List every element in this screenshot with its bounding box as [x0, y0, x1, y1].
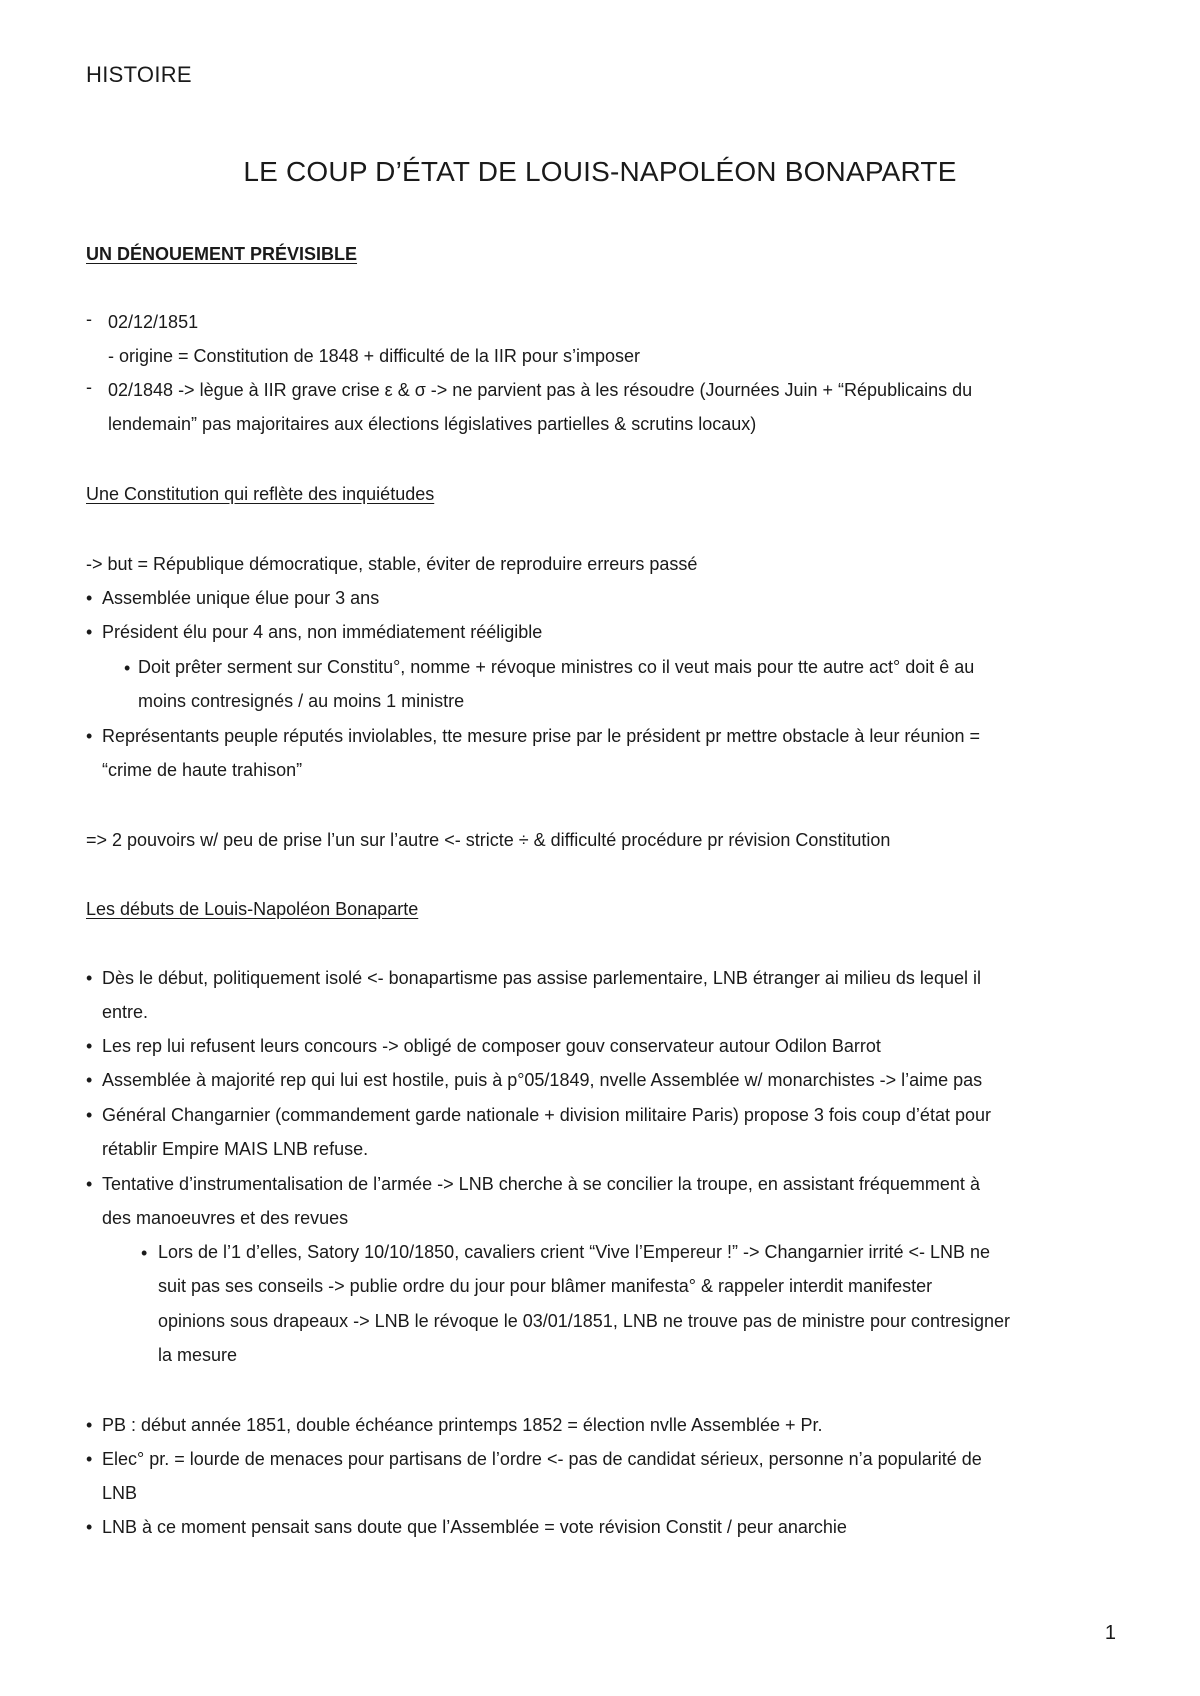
paragraph: -> but = République démocratique, stable, éviter de reproduire erreurs passé	[86, 554, 698, 574]
sub-list-item-continuation: opinions sous drapeaux -> LNB le révoque le 03/01/1851, LNB ne trouve pas de ministre pour contresigner	[158, 1311, 1011, 1331]
list-item: Les rep lui refusent leurs concours -> obligé de composer gouv conservateur autour Odilon Barrot	[102, 1036, 881, 1056]
sub-bullet: •	[124, 658, 131, 678]
list-item-continuation: “crime de haute trahison”	[102, 760, 303, 780]
dash-bullet: -	[86, 309, 92, 329]
bullet: •	[86, 1517, 93, 1537]
list-item: Assemblée unique élue pour 3 ans	[102, 588, 380, 608]
section-heading-constitution: Une Constitution qui reflète des inquiétudes	[86, 484, 435, 504]
sub-list-item-continuation: la mesure	[158, 1345, 238, 1365]
section-heading-debuts-lnb: Les débuts de Louis-Napoléon Bonaparte	[86, 899, 419, 919]
sub-list-item: Lors de l’1 d’elles, Satory 10/10/1850, cavaliers crient “Vive l’Empereur !” -> Changarnier irrité <- LNB ne	[158, 1242, 991, 1262]
bullet: •	[86, 726, 93, 746]
list-item: LNB à ce moment pensait sans doute que l’Assemblée = vote révision Constit / peur anarchie	[102, 1517, 847, 1537]
list-item: Assemblée à majorité rep qui lui est hostile, puis à p°05/1849, nvelle Assemblée w/ monarchistes -> l’aime pas	[102, 1070, 983, 1090]
list-item-continuation: LNB	[102, 1483, 138, 1503]
list-item-continuation: des manoeuvres et des revues	[102, 1208, 349, 1228]
list-item: - origine = Constitution de 1848 + difficulté de la IIR pour s’imposer	[108, 346, 640, 366]
sub-list-item: Doit prêter serment sur Constitu°, nomme + révoque ministres co il veut mais pour tte autre act° doit ê au	[138, 657, 975, 677]
sub-bullet: •	[141, 1243, 148, 1263]
bullet: •	[86, 1105, 93, 1125]
bullet: •	[86, 622, 93, 642]
bullet: •	[86, 1449, 93, 1469]
sub-list-item-continuation: suit pas ses conseils -> publie ordre du jour pour blâmer manifesta° & rappeler interdit manifester	[158, 1276, 933, 1296]
page-header: HISTOIRE	[86, 62, 192, 87]
list-item: 02/12/1851	[108, 312, 199, 332]
bullet: •	[86, 968, 93, 988]
list-item: Tentative d’instrumentalisation de l’armée -> LNB cherche à se concilier la troupe, en assistant fréquemment à	[102, 1174, 980, 1194]
list-item-continuation: entre.	[102, 1002, 149, 1022]
bullet: •	[86, 1036, 93, 1056]
bullet: •	[86, 1174, 93, 1194]
list-item: Général Changarnier (commandement garde nationale + division militaire Paris) propose 3 fois coup d’état pour	[102, 1105, 991, 1125]
list-item: Elec° pr. = lourde de menaces pour partisans de l’ordre <- pas de candidat sérieux, personne n’a popularité de	[102, 1449, 982, 1469]
bullet: •	[86, 1070, 93, 1090]
paragraph-conclusion: => 2 pouvoirs w/ peu de prise l’un sur l’autre <- stricte ÷ & difficulté procédure pr révision Constitution	[86, 830, 891, 850]
list-item: Président élu pour 4 ans, non immédiatement rééligible	[102, 622, 543, 642]
list-item-continuation: lendemain” pas majoritaires aux élections législatives partielles & scrutins locaux)	[108, 414, 757, 434]
list-item: 02/1848 -> lègue à IIR grave crise ε & σ -> ne parvient pas à les résoudre (Journées Juin + “Républicains du	[108, 380, 973, 400]
section-heading-denouement: UN DÉNOUEMENT PRÉVISIBLE	[86, 244, 358, 264]
list-item: PB : début année 1851, double échéance printemps 1852 = élection nvlle Assemblée + Pr.	[102, 1415, 823, 1435]
list-item: Dès le début, politiquement isolé <- bonapartisme pas assise parlementaire, LNB étranger ai milieu ds lequel il	[102, 968, 981, 988]
list-item-continuation: rétablir Empire MAIS LNB refuse.	[102, 1139, 369, 1159]
page-number: 1	[1104, 1622, 1116, 1644]
list-item: Représentants peuple réputés inviolables, tte mesure prise par le président pr mettre obstacle à leur réunion =	[102, 726, 980, 746]
bullet: •	[86, 1415, 93, 1435]
document-title: LE COUP D’ÉTAT DE LOUIS-NAPOLÉON BONAPARTE	[243, 156, 957, 187]
bullet: •	[86, 588, 93, 608]
sub-list-item-continuation: moins contresignés / au moins 1 ministre	[138, 691, 465, 711]
dash-bullet: -	[86, 377, 92, 397]
